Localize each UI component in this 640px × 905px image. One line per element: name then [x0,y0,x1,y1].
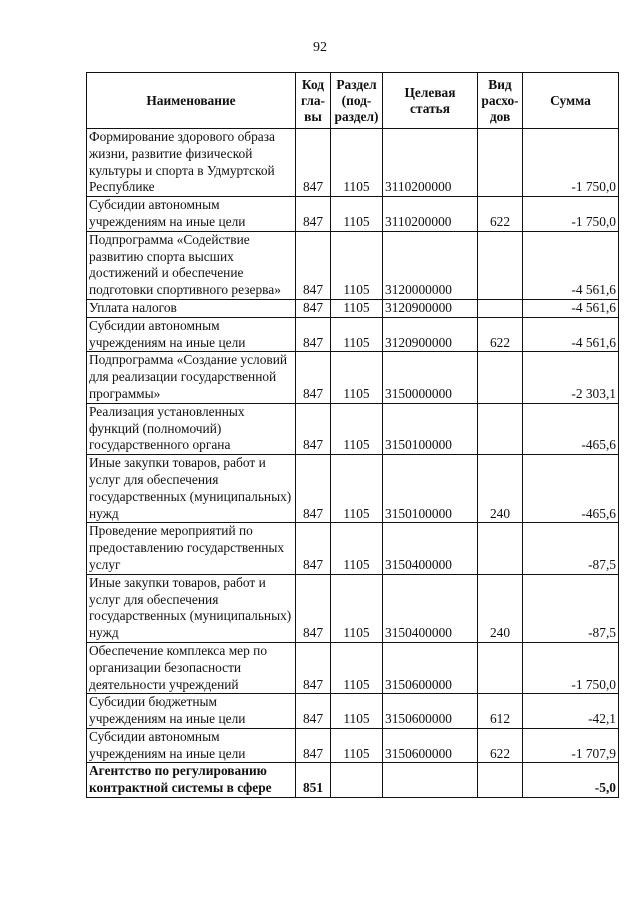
table-body [87,129,619,798]
cell-name: Субсидии бюджетным учреждениям на иные цели [87,694,296,729]
header-section: Раздел (под- раздел) [331,73,383,129]
cell-name: Подпрограмма «Создание условий для реализации государственной программы» [87,352,296,403]
cell-expense [478,763,523,798]
cell-code: 847 [296,523,331,574]
cell-target: 3120900000 [383,317,478,352]
cell-name: Подпрограмма «Содействие развитию спорта высших достижений и обеспечение подготовки спортивного резерва» [87,231,296,299]
page-number: 92 [313,40,327,55]
header-expense: Вид расхо- дов [478,73,523,129]
cell-name: Реализация установленных функций (полномочий) государственного органа [87,403,296,454]
table-row [87,763,619,798]
header-target: Целевая статья [383,73,478,129]
cell-expense [478,523,523,574]
table-row [87,129,619,197]
cell-section: 1105 [331,197,383,232]
cell-section: 1105 [331,694,383,729]
cell-target: 3110200000 [383,197,478,232]
cell-section: 1105 [331,231,383,299]
cell-name: Иные закупки товаров, работ и услуг для обеспечения государственных (муниципальных) нужд [87,574,296,642]
header-name: Наименование [87,73,296,129]
cell-sum: -87,5 [523,523,619,574]
cell-expense: 240 [478,455,523,523]
budget-table [86,72,619,798]
cell-code: 847 [296,403,331,454]
header-sum: Сумма [523,73,619,129]
cell-sum: -4 561,6 [523,231,619,299]
cell-sum: -1 750,0 [523,129,619,197]
cell-sum: -1 750,0 [523,642,619,693]
cell-sum: -87,5 [523,574,619,642]
cell-expense: 240 [478,574,523,642]
cell-expense [478,642,523,693]
table-row [87,574,619,642]
cell-expense: 622 [478,317,523,352]
cell-section: 1105 [331,299,383,317]
cell-sum: -4 561,6 [523,299,619,317]
cell-expense [478,231,523,299]
cell-name: Субсидии автономным учреждениям на иные цели [87,728,296,763]
cell-target [383,763,478,798]
cell-expense [478,403,523,454]
cell-section: 1105 [331,129,383,197]
cell-code: 847 [296,728,331,763]
cell-sum: -4 561,6 [523,317,619,352]
cell-target: 3150400000 [383,523,478,574]
cell-code: 847 [296,694,331,729]
cell-name: Иные закупки товаров, работ и услуг для обеспечения государственных (муниципальных) нужд [87,455,296,523]
cell-name: Уплата налогов [87,299,296,317]
table-header-row [87,73,619,129]
cell-expense [478,129,523,197]
table-row [87,299,619,317]
cell-section: 1105 [331,642,383,693]
cell-target: 3150600000 [383,694,478,729]
cell-expense [478,299,523,317]
cell-section: 1105 [331,523,383,574]
cell-expense [478,352,523,403]
cell-expense: 612 [478,694,523,729]
cell-target: 3150600000 [383,642,478,693]
cell-name: Обеспечение комплекса мер по организации безопасности деятельности учреждений [87,642,296,693]
cell-code: 847 [296,129,331,197]
cell-name: Агентство по регулированию контрактной системы в сфере [87,763,296,798]
table-row [87,694,619,729]
cell-target: 3120000000 [383,231,478,299]
cell-code: 847 [296,317,331,352]
cell-name: Формирование здорового образа жизни, развитие физической культуры и спорта в Удмуртской Республике [87,129,296,197]
cell-section: 1105 [331,352,383,403]
table-row [87,197,619,232]
cell-sum: -465,6 [523,455,619,523]
cell-target: 3120900000 [383,299,478,317]
cell-code: 847 [296,299,331,317]
cell-section: 1105 [331,728,383,763]
cell-target: 3150600000 [383,728,478,763]
cell-target: 3150000000 [383,352,478,403]
cell-sum: -1 707,9 [523,728,619,763]
header-code: Код гла- вы [296,73,331,129]
table-row [87,317,619,352]
cell-code: 847 [296,574,331,642]
cell-section: 1105 [331,317,383,352]
cell-target: 3150400000 [383,574,478,642]
cell-code: 847 [296,197,331,232]
cell-section: 1105 [331,455,383,523]
cell-sum: -465,6 [523,403,619,454]
cell-name: Проведение мероприятий по предоставлению государственных услуг [87,523,296,574]
cell-code: 847 [296,455,331,523]
table-row [87,523,619,574]
table-row [87,352,619,403]
cell-name: Субсидии автономным учреждениям на иные цели [87,197,296,232]
cell-section [331,763,383,798]
cell-target: 3150100000 [383,403,478,454]
cell-code: 847 [296,231,331,299]
cell-code: 847 [296,352,331,403]
table-row [87,231,619,299]
cell-sum: -5,0 [523,763,619,798]
cell-target: 3110200000 [383,129,478,197]
table-row [87,728,619,763]
cell-sum: -2 303,1 [523,352,619,403]
cell-sum: -42,1 [523,694,619,729]
cell-expense: 622 [478,197,523,232]
cell-section: 1105 [331,403,383,454]
cell-expense: 622 [478,728,523,763]
cell-code: 851 [296,763,331,798]
cell-name: Субсидии автономным учреждениям на иные цели [87,317,296,352]
cell-target: 3150100000 [383,455,478,523]
table-row [87,455,619,523]
cell-sum: -1 750,0 [523,197,619,232]
cell-code: 847 [296,642,331,693]
table-row [87,642,619,693]
cell-section: 1105 [331,574,383,642]
table-row [87,403,619,454]
